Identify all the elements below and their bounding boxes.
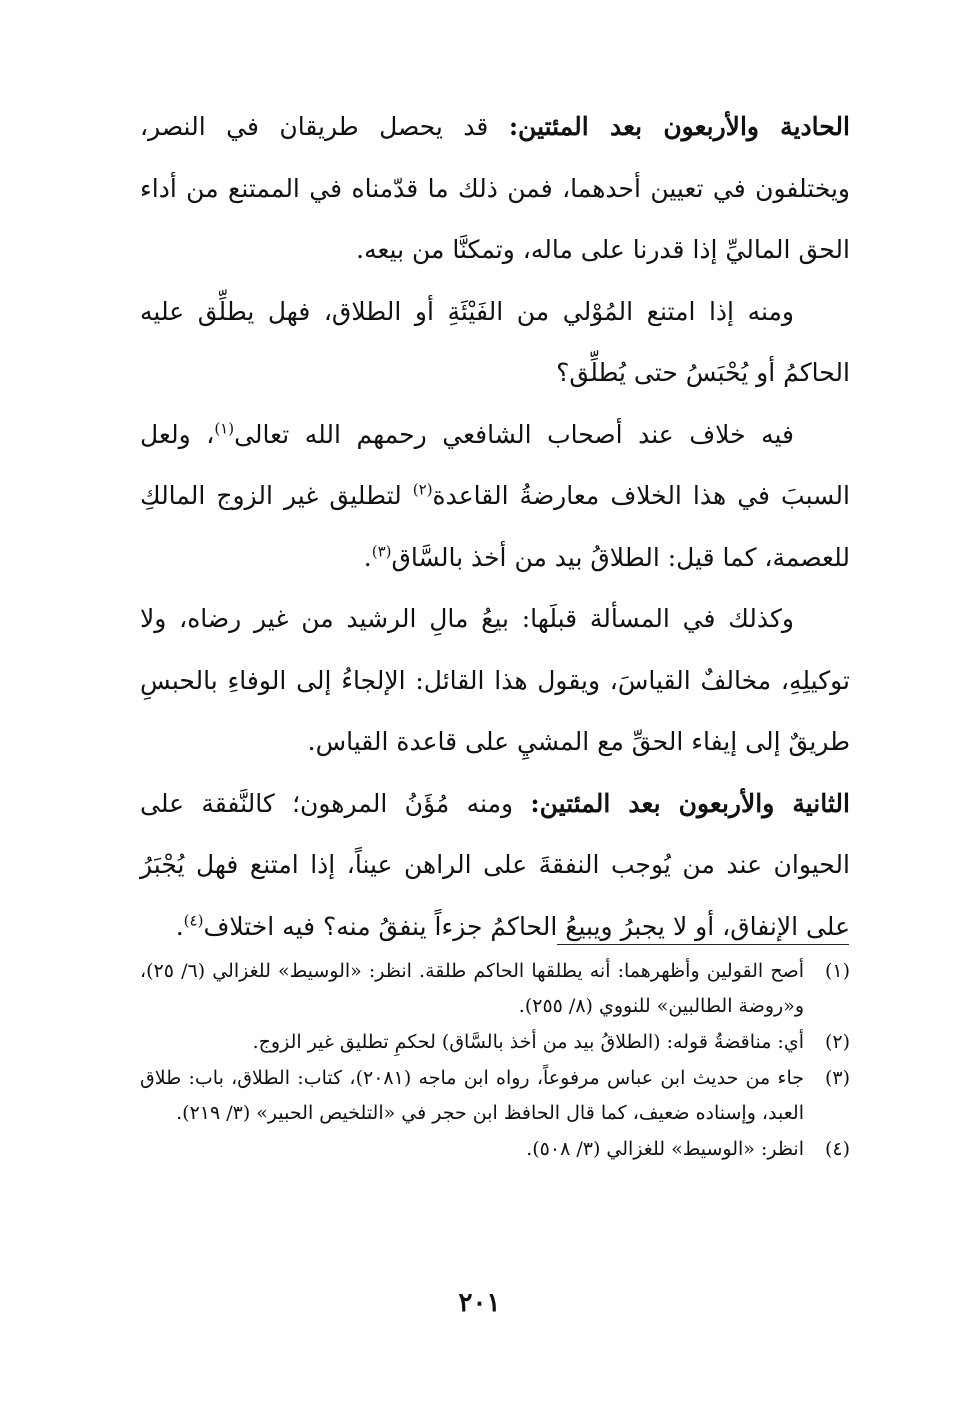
footnote-ref-1[interactable]: (١) <box>214 419 235 438</box>
paragraph-3-text-d: . <box>363 542 372 572</box>
paragraph-4 <box>140 588 850 773</box>
footnote-text: أي: مناقضةُ قوله: (الطلاقُ بيد من أخذ بالسَّاق) لحكمِ تطليق غير الزوج. <box>252 1031 804 1053</box>
paragraph-3-text-b: ، ولعل السببَ في هذا الخلاف معارضةُ القاعدة <box>140 419 850 510</box>
rule-heading-242: الثانية والأربعون بعد المئتين: <box>530 788 850 818</box>
footnote-separator <box>557 944 849 945</box>
paragraph-3 <box>140 404 850 589</box>
main-text <box>140 96 850 957</box>
paragraph-3-text-c: لتطليق غير الزوج المالكِ للعصمة، كما قيل: الطلاقُ بيد من أخذ بالسَّاق <box>140 481 850 572</box>
footnote-number: (٣) <box>824 1067 850 1089</box>
footnote-ref-2[interactable]: (٢) <box>412 480 433 499</box>
footnote-text: جاء من حديث ابن عباس مرفوعاً، رواه ابن ماجه (٢٠٨١)، كتاب: الطلاق، باب: طلاق العبد، وإسناده ضعيف، كما قال الحافظ ابن حجر في «التلخيص الحبير» (٣/ ٢١٩). <box>140 1067 804 1124</box>
paragraph-5-text-b: . <box>175 911 184 941</box>
footnote-text: انظر: «الوسيط» للغزالي (٣/ ٥٠٨). <box>526 1138 804 1160</box>
paragraph-4-text: وكذلك في المسألة قبلَها: بيعُ مالِ الرشيد من غير رضاه، ولا توكيلِهِ، مخالفٌ القياسَ، ويقول هذا القائل: الإلجاءُ إلى الوفاءِ بالحبسِ طريقٌ إلى إيفاء الحقِّ مع المشيِ على قاعدة القياس. <box>140 604 850 756</box>
paragraph-2 <box>140 281 850 404</box>
footnote-ref-4[interactable]: (٤) <box>183 911 204 930</box>
footnote-number: (٤) <box>824 1138 850 1160</box>
paragraph-5 <box>140 773 850 958</box>
footnote-2 <box>140 1025 850 1060</box>
footnote-number: (٢) <box>824 1031 850 1053</box>
footnote-1 <box>140 954 850 1024</box>
paragraph-2-text: ومنه إذا امتنع المُوْلي من الفَيْئَةِ أو الطلاق، فهل يطلِّق عليه الحاكمُ أو يُحْبَسُ حتى يُطلِّق؟ <box>140 296 850 387</box>
paragraph-1 <box>140 96 850 281</box>
footnote-text: أصح القولين وأظهرهما: أنه يطلقها الحاكم طلقة. انظر: «الوسيط» للغزالي (٦/ ٢٥)، و«روضة الطالبين» للنووي (٨/ ٢٥٥). <box>140 960 804 1017</box>
page-number: ٢٠١ <box>458 1288 501 1318</box>
footnote-number: (١) <box>824 960 850 982</box>
paragraph-3-text-a: فيه خلاف عند أصحاب الشافعي رحمهم الله تعالى <box>234 419 794 449</box>
footnote-3 <box>140 1061 850 1131</box>
footnote-4 <box>140 1132 850 1167</box>
paragraph-1-text: قد يحصل طريقان في النصر، ويختلفون في تعيين أحدهما، فمن ذلك ما قدّمناه في الممتنع من أداء الحق الماليِّ إذا قدرنا على ماله، وتمكنَّا من بيعه. <box>140 112 850 264</box>
footnotes <box>140 954 850 1168</box>
rule-heading-241: الحادية والأربعون بعد المئتين: <box>508 112 850 141</box>
paragraph-5-text-a: ومنه مُؤَنُ المرهون؛ كالنَّفقة على الحيوان عند من يُوجب النفقةَ على الراهن عيناً، إذا امتنع فهل يُجْبَرُ على الإنفاق، أو لا يجبرُ ويبيعُ الحاكمُ جزءاً ينفقُ منه؟ فيه اختلاف <box>140 788 850 941</box>
footnote-ref-3[interactable]: (٣) <box>371 542 392 561</box>
